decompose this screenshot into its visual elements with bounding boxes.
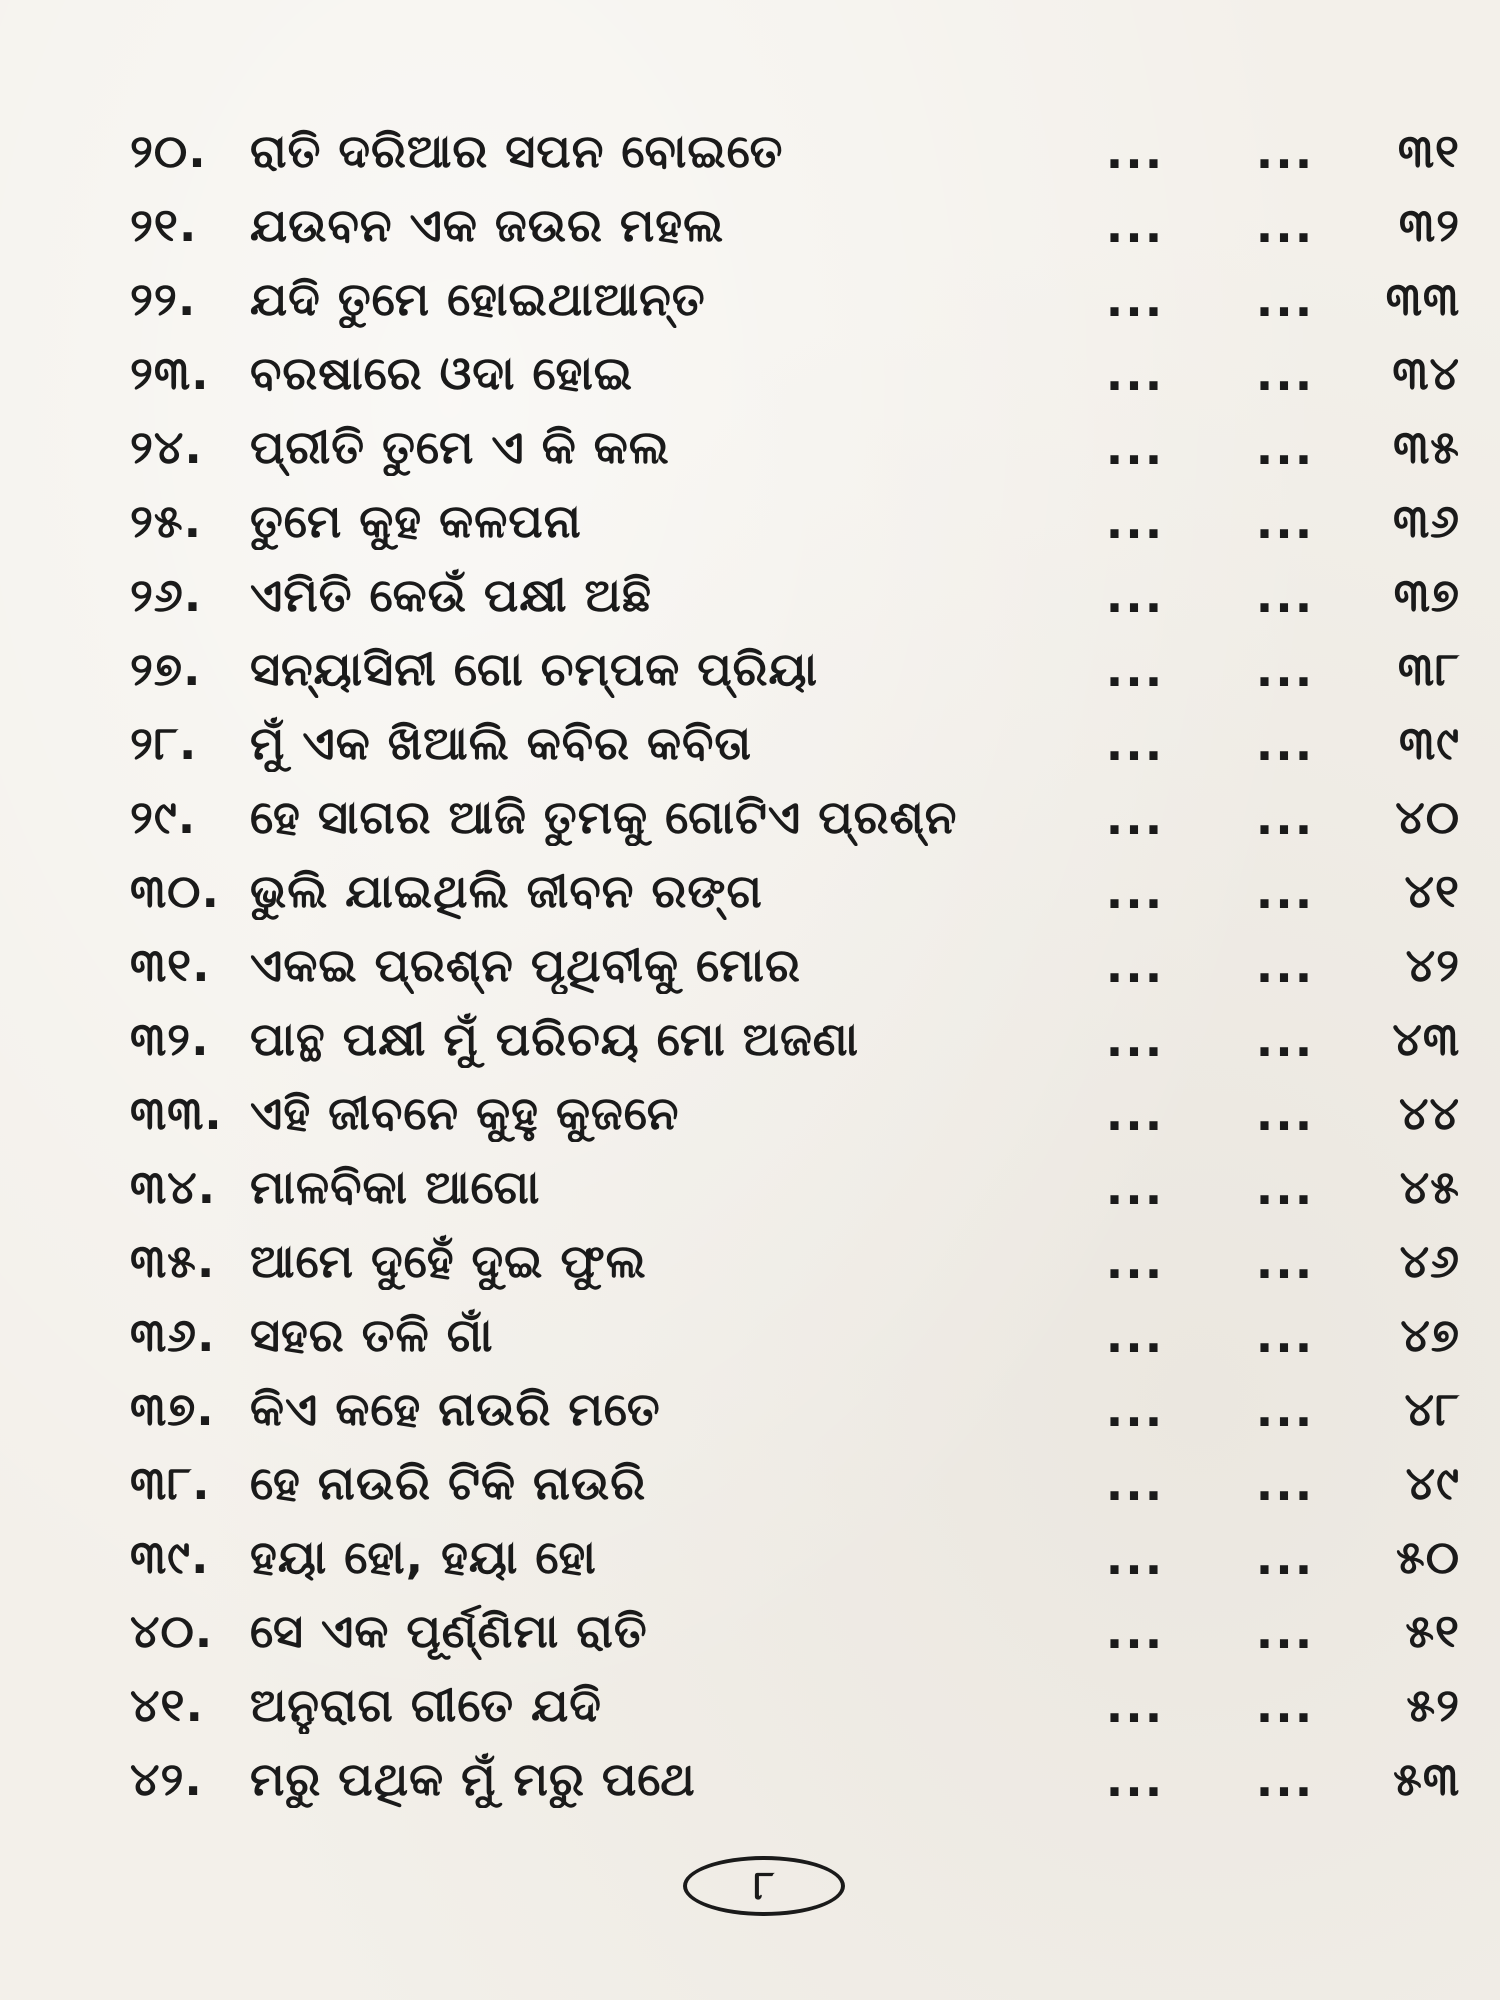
entry-number: ୨୧. [130,198,198,252]
entry-page-number: ୪୬ [1399,1234,1460,1288]
leader-dots: ... [1105,865,1165,919]
leader-dots: ... [1255,273,1315,327]
entry-title: ଏକଇ ପ୍ରଶ୍ନ ପୃଥିବୀକୁ ମୋର [250,938,801,992]
leader-dots: ... [1255,569,1315,623]
leader-dots: ... [1105,1235,1165,1289]
entry-page-number: ୪୫ [1399,1160,1460,1214]
entry-page-number: ୪୦ [1395,790,1460,844]
entry-title: ଯଦି ତୁମେ ହୋଇଥାଆନ୍ତ [250,272,706,326]
toc-entry [130,485,1460,559]
entry-page-number: ୩୮ [1397,642,1460,696]
entry-number: ୨୨. [130,272,197,326]
entry-page-number: ୫୦ [1395,1530,1460,1584]
entry-page-number: ୩୫ [1393,420,1460,474]
entry-page-number: ୪୨ [1405,938,1460,992]
leader-dots: ... [1255,1679,1315,1733]
entry-title: ହୟା ହୋ, ହୟା ହୋ [250,1530,597,1584]
leader-dots: ... [1255,1235,1315,1289]
entry-page-number: ୩୨ [1398,198,1460,252]
entry-title: ହେ ନାଉରି ଟିକି ନାଉରି [250,1456,647,1510]
toc-entry [130,1373,1460,1447]
entry-number: ୪୨. [130,1752,203,1806]
leader-dots: ... [1105,939,1165,993]
toc-entry [130,1521,1460,1595]
toc-entry [130,1151,1460,1225]
entry-number: ୩୧. [130,938,211,992]
toc-entry [130,633,1460,707]
leader-dots: ... [1105,1457,1165,1511]
toc-entry [130,1595,1460,1669]
entry-page-number: ୩୪ [1392,346,1460,400]
leader-dots: ... [1255,1161,1315,1215]
entry-page-number: ୩୬ [1392,494,1460,548]
entry-number: ୩୪. [130,1160,217,1214]
entry-page-number: ୩୯ [1398,716,1460,770]
entry-page-number: ୪୧ [1404,864,1460,918]
entry-number: ୨୩. [130,346,210,400]
toc-entry [130,1225,1460,1299]
leader-dots: ... [1105,199,1165,253]
leader-dots: ... [1255,1087,1315,1141]
toc-entry [130,189,1460,263]
entry-title: ମୁଁ ଏକ ଖିଆଲି କବିର କବିତା [250,716,752,770]
entry-title: ମରୁ ପଥିକ ମୁଁ ମରୁ ପଥେ [250,1752,696,1806]
toc-entry [130,929,1460,1003]
entry-number: ୪୦. [130,1604,214,1658]
entry-page-number: ୩୧ [1397,124,1460,178]
leader-dots: ... [1255,125,1315,179]
toc-entry [130,1077,1460,1151]
toc-entry [130,1447,1460,1521]
entry-title: ବରଷାରେ ଓଦା ହୋଇ [250,346,634,400]
leader-dots: ... [1255,717,1315,771]
entry-page-number: ୩୩ [1385,272,1460,326]
leader-dots: ... [1255,865,1315,919]
toc-entry [130,263,1460,337]
entry-number: ୩୫. [130,1234,216,1288]
entry-number: ୩୦. [130,864,220,918]
entry-title: ସନ୍ୟାସିନୀ ଗୋ ଚମ୍ପକ ପ୍ରିୟା [250,642,818,696]
leader-dots: ... [1105,1013,1165,1067]
leader-dots: ... [1105,495,1165,549]
entry-number: ୨୬. [130,568,203,622]
entry-number: ୩୭. [130,1382,215,1436]
toc-entry [130,1299,1460,1373]
leader-dots: ... [1105,1753,1165,1807]
leader-dots: ... [1105,1161,1165,1215]
leader-dots: ... [1105,1309,1165,1363]
entry-number: ୨୮. [130,716,198,770]
entry-number: ୩୬. [130,1308,216,1362]
entry-number: ୨୦. [130,124,207,178]
leader-dots: ... [1105,717,1165,771]
leader-dots: ... [1105,1679,1165,1733]
table-of-contents [130,115,1460,1817]
leader-dots: ... [1105,273,1165,327]
leader-dots: ... [1105,421,1165,475]
toc-entry [130,1669,1460,1743]
leader-dots: ... [1255,939,1315,993]
leader-dots: ... [1255,199,1315,253]
entry-title: ଆମେ ଦୁହେଁ ଦୁଇ ଫୁଲ [250,1234,647,1288]
leader-dots: ... [1255,791,1315,845]
entry-number: ୩୯. [130,1530,210,1584]
entry-number: ୩୮. [130,1456,211,1510]
leader-dots: ... [1255,1605,1315,1659]
entry-number: ୨୯. [130,790,197,844]
leader-dots: ... [1255,1383,1315,1437]
entry-number: ୨୪. [130,420,203,474]
entry-title: ମାଳବିକା ଆଗୋ [250,1160,541,1214]
toc-entry [130,559,1460,633]
entry-title: ଏମିତି କେଉଁ ପକ୍ଷୀ ଅଛି [250,568,653,622]
entry-page-number: ୫୩ [1393,1752,1460,1806]
leader-dots: ... [1255,421,1315,475]
entry-number: ୨୫. [130,494,203,548]
toc-entry [130,337,1460,411]
entry-title: ପାନ୍ଥ ପକ୍ଷୀ ମୁଁ ପରିଚୟ ମୋ ଅଜଣା [250,1012,860,1066]
toc-entry [130,855,1460,929]
leader-dots: ... [1255,495,1315,549]
toc-entry [130,411,1460,485]
entry-page-number: ୩୭ [1393,568,1460,622]
leader-dots: ... [1255,643,1315,697]
entry-title: ଭୁଲି ଯାଇଥିଲି ଜୀବନ ରଙ୍ଗ [250,864,763,918]
leader-dots: ... [1255,1309,1315,1363]
toc-entry [130,781,1460,855]
toc-entry [130,1743,1460,1817]
leader-dots: ... [1105,1531,1165,1585]
entry-page-number: ୪୩ [1392,1012,1460,1066]
toc-entry [130,1003,1460,1077]
entry-title: ତୁମେ କୁହ କଳପନା [250,494,582,548]
entry-title: କିଏ କହେ ନାଉରି ମତେ [250,1382,661,1436]
entry-title: ଅନୁରାଗ ଗୀତେ ଯଦି [250,1678,602,1732]
entry-title: ସେ ଏକ ପୂର୍ଣ୍ଣିମା ରାତି [250,1604,648,1658]
entry-title: ହେ ସାଗର ଆଜି ତୁମକୁ ଗୋଟିଏ ପ୍ରଶ୍ନ [250,790,958,844]
entry-number: ୪୧. [130,1678,204,1732]
page-number-marker [683,1856,845,1916]
leader-dots: ... [1105,347,1165,401]
entry-number: ୩୩. [130,1086,223,1140]
leader-dots: ... [1105,125,1165,179]
leader-dots: ... [1105,1087,1165,1141]
entry-page-number: ୪୯ [1405,1456,1460,1510]
entry-page-number: ୪୮ [1404,1382,1460,1436]
leader-dots: ... [1105,569,1165,623]
leader-dots: ... [1105,791,1165,845]
leader-dots: ... [1255,1013,1315,1067]
leader-dots: ... [1255,1753,1315,1807]
entry-title: ପ୍ରୀତି ତୁମେ ଏ କି କଲ [250,420,670,474]
leader-dots: ... [1105,1383,1165,1437]
entry-page-number: ୪୪ [1399,1086,1460,1140]
entry-number: ୩୨. [130,1012,210,1066]
entry-title: ସହର ତଳି ଗାଁ [250,1308,494,1362]
entry-title: ଯଉବନ ଏକ ଜଉର ମହଲ [250,198,725,252]
entry-title: ରାତି ଦରିଆର ସପନ ବୋଇତେ [250,124,784,178]
entry-number: ୨୭. [130,642,202,696]
leader-dots: ... [1255,1531,1315,1585]
page-number: ୮ [753,1863,775,1909]
entry-page-number: ୪୭ [1400,1308,1460,1362]
leader-dots: ... [1255,1457,1315,1511]
leader-dots: ... [1105,643,1165,697]
entry-title: ଏହି ଜୀବନେ କୁହୁ କୁଜନେ [250,1086,680,1140]
leader-dots: ... [1105,1605,1165,1659]
toc-entry [130,115,1460,189]
leader-dots: ... [1255,347,1315,401]
entry-page-number: ୫୧ [1405,1604,1460,1658]
entry-page-number: ୫୨ [1406,1678,1460,1732]
toc-entry [130,707,1460,781]
